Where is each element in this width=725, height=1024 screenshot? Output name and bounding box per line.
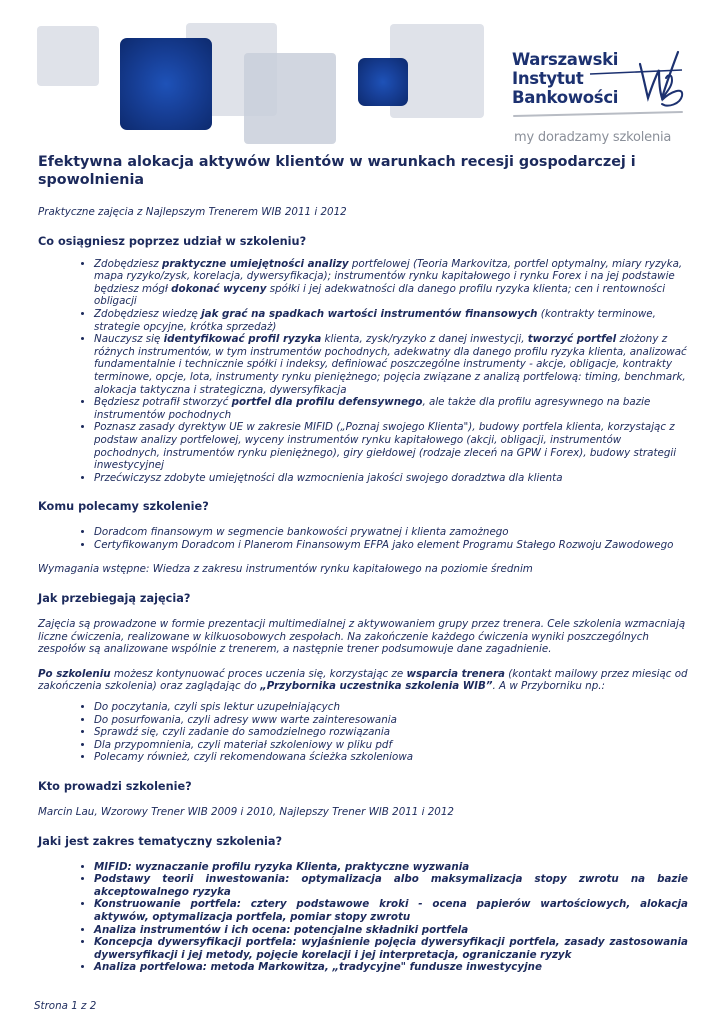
document-body: [38, 153, 688, 974]
goals-list: [38, 258, 688, 485]
subtitle: Praktyczne zajęcia z Najlepszym Trenerem WIB 2011 i 2012: [38, 206, 347, 218]
tagline: my doradzamy szkolenia: [514, 130, 672, 145]
decorative-square: [37, 26, 99, 86]
list-item: • Poznasz zasady dyrektyw UE w zakresie MIFID („Poznaj swojego Klienta"), budowy portfela klienta, korzystając z podstaw analizy portfelowej, wyceny instrumentów rynku kapitałowego (akcji, obligacji, instrumentów pochodnych, instrumentów rynku pieniężnego), giry giełdowej (rodzaje zleceń na GPW i Forex), budowy strategii inwestycyjnej: [94, 421, 688, 471]
section-heading-audience: Komu polecamy szkolenie?: [38, 500, 209, 514]
list-item: • Dla przypomnienia, czyli materiał szkoleniowy w pliku pdf: [94, 739, 688, 752]
decorative-square: [244, 53, 336, 144]
after-training-paragraph: Po szkoleniu możesz kontynuować proces uczenia się, korzystając ze wsparcia trenera (kontakt mailowy przez miesiąc od zakończenia szkolenia) oraz zaglądając do „Przybornika uczestnika szkolenia WIB”. A w Przyborniku np.:: [38, 667, 688, 693]
list-item: • Zdobędziesz praktyczne umiejętności analizy portfelowej (Teoria Markovitza, portfel optymalny, miary ryzyka, mapa ryzyko/zysk, korelacja, dywersyfikacja); instrumentów rynku kapitałowego i rynku Forex i na jej podstawie będziesz mógł dokonać wyceny spółki i jej adekwatności dla danego profilu ryzyka klienta; cen i rentowności obligacji: [94, 258, 688, 308]
list-item: • Analiza portfelowa: metoda Markowitza, „tradycyjne" fundusze inwestycyjne: [94, 961, 688, 974]
list-item: • Do poczytania, czyli spis lektur uzupełniających: [94, 701, 688, 714]
list-item: • Polecamy również, czyli rekomendowana ścieżka szkoleniowa: [94, 751, 688, 764]
list-item: • Podstawy teorii inwestowania: optymalizacja albo maksymalizacja stopy zwrotu na bazie akceptowalnego ryzyka: [94, 873, 688, 898]
list-item: • Do posurfowania, czyli adresy www warte zainteresowania: [94, 714, 688, 727]
section-heading-format: Jak przebiegają zajęcia?: [38, 592, 191, 606]
logo: [512, 50, 692, 150]
trainer-text: Marcin Lau, Wzorowy Trener WIB 2009 i 2010, Najlepszy Trener WIB 2011 i 2012: [38, 806, 454, 818]
list-item: • Doradcom finansowym w segmencie bankowości prywatnej i klienta zamożnego: [94, 526, 688, 539]
list-item: • Sprawdź się, czyli zadanie do samodzielnego rozwiązania: [94, 726, 688, 739]
list-item: • Przećwiczysz zdobyte umiejętności dla wzmocnienia jakości swojego doradztwa dla klienta: [94, 472, 688, 485]
document-title: Efektywna alokacja aktywów klientów w warunkach recesji gospodarczej i spowolnienia: [38, 154, 636, 188]
list-item: • Zdobędziesz wiedzę jak grać na spadkach wartości instrumentów finansowych (kontrakty terminowe, strategie opcyjne, krótka sprzedaż): [94, 308, 688, 333]
scope-list: [38, 861, 688, 974]
list-item: • Analiza instrumentów i ich ocena: potencjalne składniki portfela: [94, 924, 688, 937]
list-item: • Certyfikowanym Doradcom i Planerom Finansowym EFPA jako element Programu Stałego Rozwoju Zawodowego: [94, 539, 688, 552]
requirements-text: Wymagania wstępne: Wiedza z zakresu instrumentów rynku kapitałowego na poziomie średnim: [38, 563, 533, 576]
list-item: • Będziesz potrafił stworzyć portfel dla profilu defensywnego, ale także dla profilu agresywnego na bazie instrumentów pochodnych: [94, 396, 688, 421]
section-heading-scope: Jaki jest zakres tematyczny szkolenia?: [38, 834, 283, 848]
decorative-square-blue: [358, 58, 408, 106]
format-paragraph: Zajęcia są prowadzone w formie prezentacji multimedialnej z aktywowaniem grupy przez trenera. Cele szkolenia wzmacniają liczne ćwiczenia, realizowane w kilkuosobowych zespołach. Na zakończenie każdego ćwiczenia wyniki poszczególnych zespołów są analizowane wspólnie z trenerem, a następnie trener podsumowuje dane zagadnienie.: [38, 618, 686, 656]
logo-wordmark: Warszawski Instytut Bankowości: [512, 50, 619, 107]
section-heading-goals: Co osiągniesz poprzez udział w szkoleniu?: [38, 234, 307, 248]
logo-signature-mark: [512, 50, 692, 130]
list-item: • Koncepcja dywersyfikacji portfela: wyjaśnienie pojęcia dywersyfikacji portfela, zasady zastosowania dywersyfikacji i jej metody, pojęcie korelacji i jej interpretacja, ograniczanie ryzyk: [94, 936, 688, 961]
decorative-square-blue: [120, 38, 212, 130]
toolkit-list: [38, 701, 688, 764]
list-item: • Konstruowanie portfela: cztery podstawowe kroki - ocena papierów wartościowych, alokacja aktywów, optymalizacja portfela, pomiar stopy zwrotu: [94, 898, 688, 923]
list-item: • Nauczysz się identyfikować profil ryzyka klienta, zysk/ryzyko z danej inwestycji, tworzyć portfel złożony z różnych instrumentów, w tym instrumentów pochodnych, adekwatny dla danego profilu ryzyka klienta, analizować fundamentalnie i technicznie spółki i indeksy, definiować poszczególne instrumenty - akcje, obligacje, kontrakty terminowe, opcje, lota, instrumenty rynku pieniężnego; pojęcia związane z analizą portfelową: timing, benchmark, alokacja taktyczna i strategiczna, dywersyfikacja: [94, 333, 688, 396]
list-item: • MIFID: wyznaczanie profilu ryzyka Klienta, praktyczne wyzwania: [94, 861, 688, 874]
audience-list: [38, 526, 688, 551]
section-heading-trainer: Kto prowadzi szkolenie?: [38, 780, 192, 793]
page-number: Strona 1 z 2: [34, 1000, 97, 1012]
